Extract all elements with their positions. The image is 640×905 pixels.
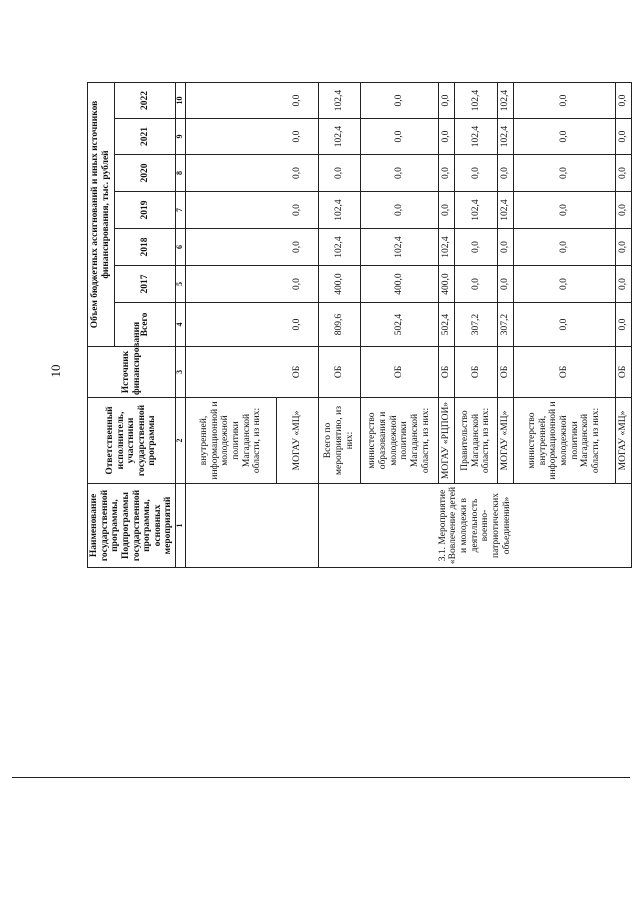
value-cell: 102,4 [497, 82, 513, 118]
budget-table [87, 82, 632, 568]
value-cell: 0,0 [514, 82, 616, 118]
value-cell: 102,4 [318, 192, 360, 229]
total-cell: 502,4 [360, 303, 438, 347]
program-name-cell: 3.1. Мероприятие «Вовлечение детей и молодежи в деятельность военно-патриотических объединений» [318, 484, 631, 568]
value-cell: 0,0 [277, 119, 319, 155]
value-cell: 0,0 [277, 229, 319, 266]
value-cell: 0,0 [455, 155, 498, 192]
value-cell: 0,0 [360, 192, 438, 229]
value-cell: 0,0 [615, 266, 631, 303]
source-cell: ОБ [318, 347, 360, 398]
value-cell: 0,0 [514, 119, 616, 155]
header-name: Наименование государственной программы, Подпрограммы государственной программы, основных мероприятий [88, 484, 176, 568]
header-year: 2020 [115, 155, 176, 192]
value-cell: 0,0 [438, 155, 454, 192]
header-source: Источник финансирования [88, 347, 176, 398]
value-cell: 0,0 [277, 82, 319, 118]
value-cell: 0,0 [514, 155, 616, 192]
value-cell: 400,0 [360, 266, 438, 303]
value-cell: 102,4 [455, 119, 498, 155]
value-cell: 0,0 [514, 266, 616, 303]
value-cell: 0,0 [277, 266, 319, 303]
value-cell: 0,0 [497, 155, 513, 192]
source-cell: ОБ [514, 347, 616, 398]
total-cell [185, 303, 276, 347]
column-number: 2 [176, 398, 186, 484]
column-number: 4 [176, 303, 186, 347]
total-cell: 0,0 [277, 303, 319, 347]
value-cell [185, 119, 276, 155]
horizontal-rule [12, 777, 630, 778]
source-cell: ОБ [277, 347, 319, 398]
value-cell: 0,0 [438, 82, 454, 118]
value-cell: 102,4 [318, 229, 360, 266]
value-cell: 0,0 [277, 192, 319, 229]
table-row [185, 82, 276, 567]
value-cell: 0,0 [615, 119, 631, 155]
value-cell: 0,0 [514, 229, 616, 266]
table-container [87, 27, 629, 565]
executor-cell: внутренней, информационной и молодежной политики Магаданской области, из них: [185, 398, 276, 484]
value-cell: 0,0 [360, 119, 438, 155]
value-cell: 102,4 [497, 119, 513, 155]
value-cell: 102,4 [318, 119, 360, 155]
page-number: 10 [48, 364, 63, 378]
header-executor: Ответственный исполнитель, участники государственной программы [88, 398, 176, 484]
table-row [277, 82, 319, 567]
value-cell: 0,0 [438, 119, 454, 155]
table-row [318, 82, 360, 567]
header-year: 2021 [115, 119, 176, 155]
value-cell: 0,0 [615, 229, 631, 266]
source-cell: ОБ [497, 347, 513, 398]
value-cell: 0,0 [497, 266, 513, 303]
source-cell: ОБ [360, 347, 438, 398]
executor-cell: МОГАУ «МЦ» [615, 398, 631, 484]
executor-cell: МОГАУ «МЦ» [277, 398, 319, 484]
column-number: 10 [176, 82, 186, 118]
value-cell: 0,0 [360, 155, 438, 192]
value-cell: 0,0 [438, 192, 454, 229]
program-name-cell [185, 484, 276, 568]
executor-cell: МОГАУ «МЦ» [497, 398, 513, 484]
column-number: 7 [176, 192, 186, 229]
header-volume: Объем бюджетных ассигнований и иных источников финансирования, тыс. рублей [88, 82, 115, 346]
column-number: 8 [176, 155, 186, 192]
column-number: 3 [176, 347, 186, 398]
source-cell: ОБ [455, 347, 498, 398]
total-cell: 307,2 [497, 303, 513, 347]
value-cell: 0,0 [497, 229, 513, 266]
executor-cell: МОГАУ «РЦПОИ» [438, 398, 454, 484]
total-cell: 502,4 [438, 303, 454, 347]
value-cell: 400,0 [438, 266, 454, 303]
value-cell [185, 266, 276, 303]
value-cell: 0,0 [514, 192, 616, 229]
column-number: 9 [176, 119, 186, 155]
value-cell: 0,0 [615, 82, 631, 118]
source-cell [185, 347, 276, 398]
value-cell: 0,0 [615, 155, 631, 192]
total-cell: 0,0 [615, 303, 631, 347]
value-cell [185, 82, 276, 118]
value-cell: 0,0 [360, 82, 438, 118]
executor-cell: Всего по мероприятию, из них: [318, 398, 360, 484]
value-cell [185, 155, 276, 192]
total-cell: 307,2 [455, 303, 498, 347]
header-year: 2018 [115, 229, 176, 266]
value-cell: 102,4 [360, 229, 438, 266]
value-cell: 0,0 [615, 192, 631, 229]
header-year: 2019 [115, 192, 176, 229]
executor-cell: министерство внутренней, информационной и молодежной политики Магаданской области, из них: [514, 398, 616, 484]
column-number: 5 [176, 266, 186, 303]
value-cell: 102,4 [318, 82, 360, 118]
value-cell: 0,0 [455, 229, 498, 266]
column-number: 6 [176, 229, 186, 266]
total-cell: 809,6 [318, 303, 360, 347]
total-cell: 0,0 [514, 303, 616, 347]
column-number: 1 [176, 484, 186, 568]
value-cell: 102,4 [455, 192, 498, 229]
program-name-cell [277, 484, 319, 568]
value-cell [185, 192, 276, 229]
value-cell: 102,4 [455, 82, 498, 118]
executor-cell: Правительство Магаданской области, из них: [455, 398, 498, 484]
source-cell: ОБ [438, 347, 454, 398]
value-cell: 0,0 [455, 266, 498, 303]
header-total: Всего [115, 303, 176, 347]
header-year: 2022 [115, 82, 176, 118]
executor-cell: министерство образования и молодежной политики Магаданской области, из них: [360, 398, 438, 484]
value-cell: 0,0 [318, 155, 360, 192]
source-cell: ОБ [615, 347, 631, 398]
value-cell [185, 229, 276, 266]
value-cell: 400,0 [318, 266, 360, 303]
value-cell: 102,4 [438, 229, 454, 266]
value-cell: 0,0 [277, 155, 319, 192]
header-year: 2017 [115, 266, 176, 303]
value-cell: 102,4 [497, 192, 513, 229]
